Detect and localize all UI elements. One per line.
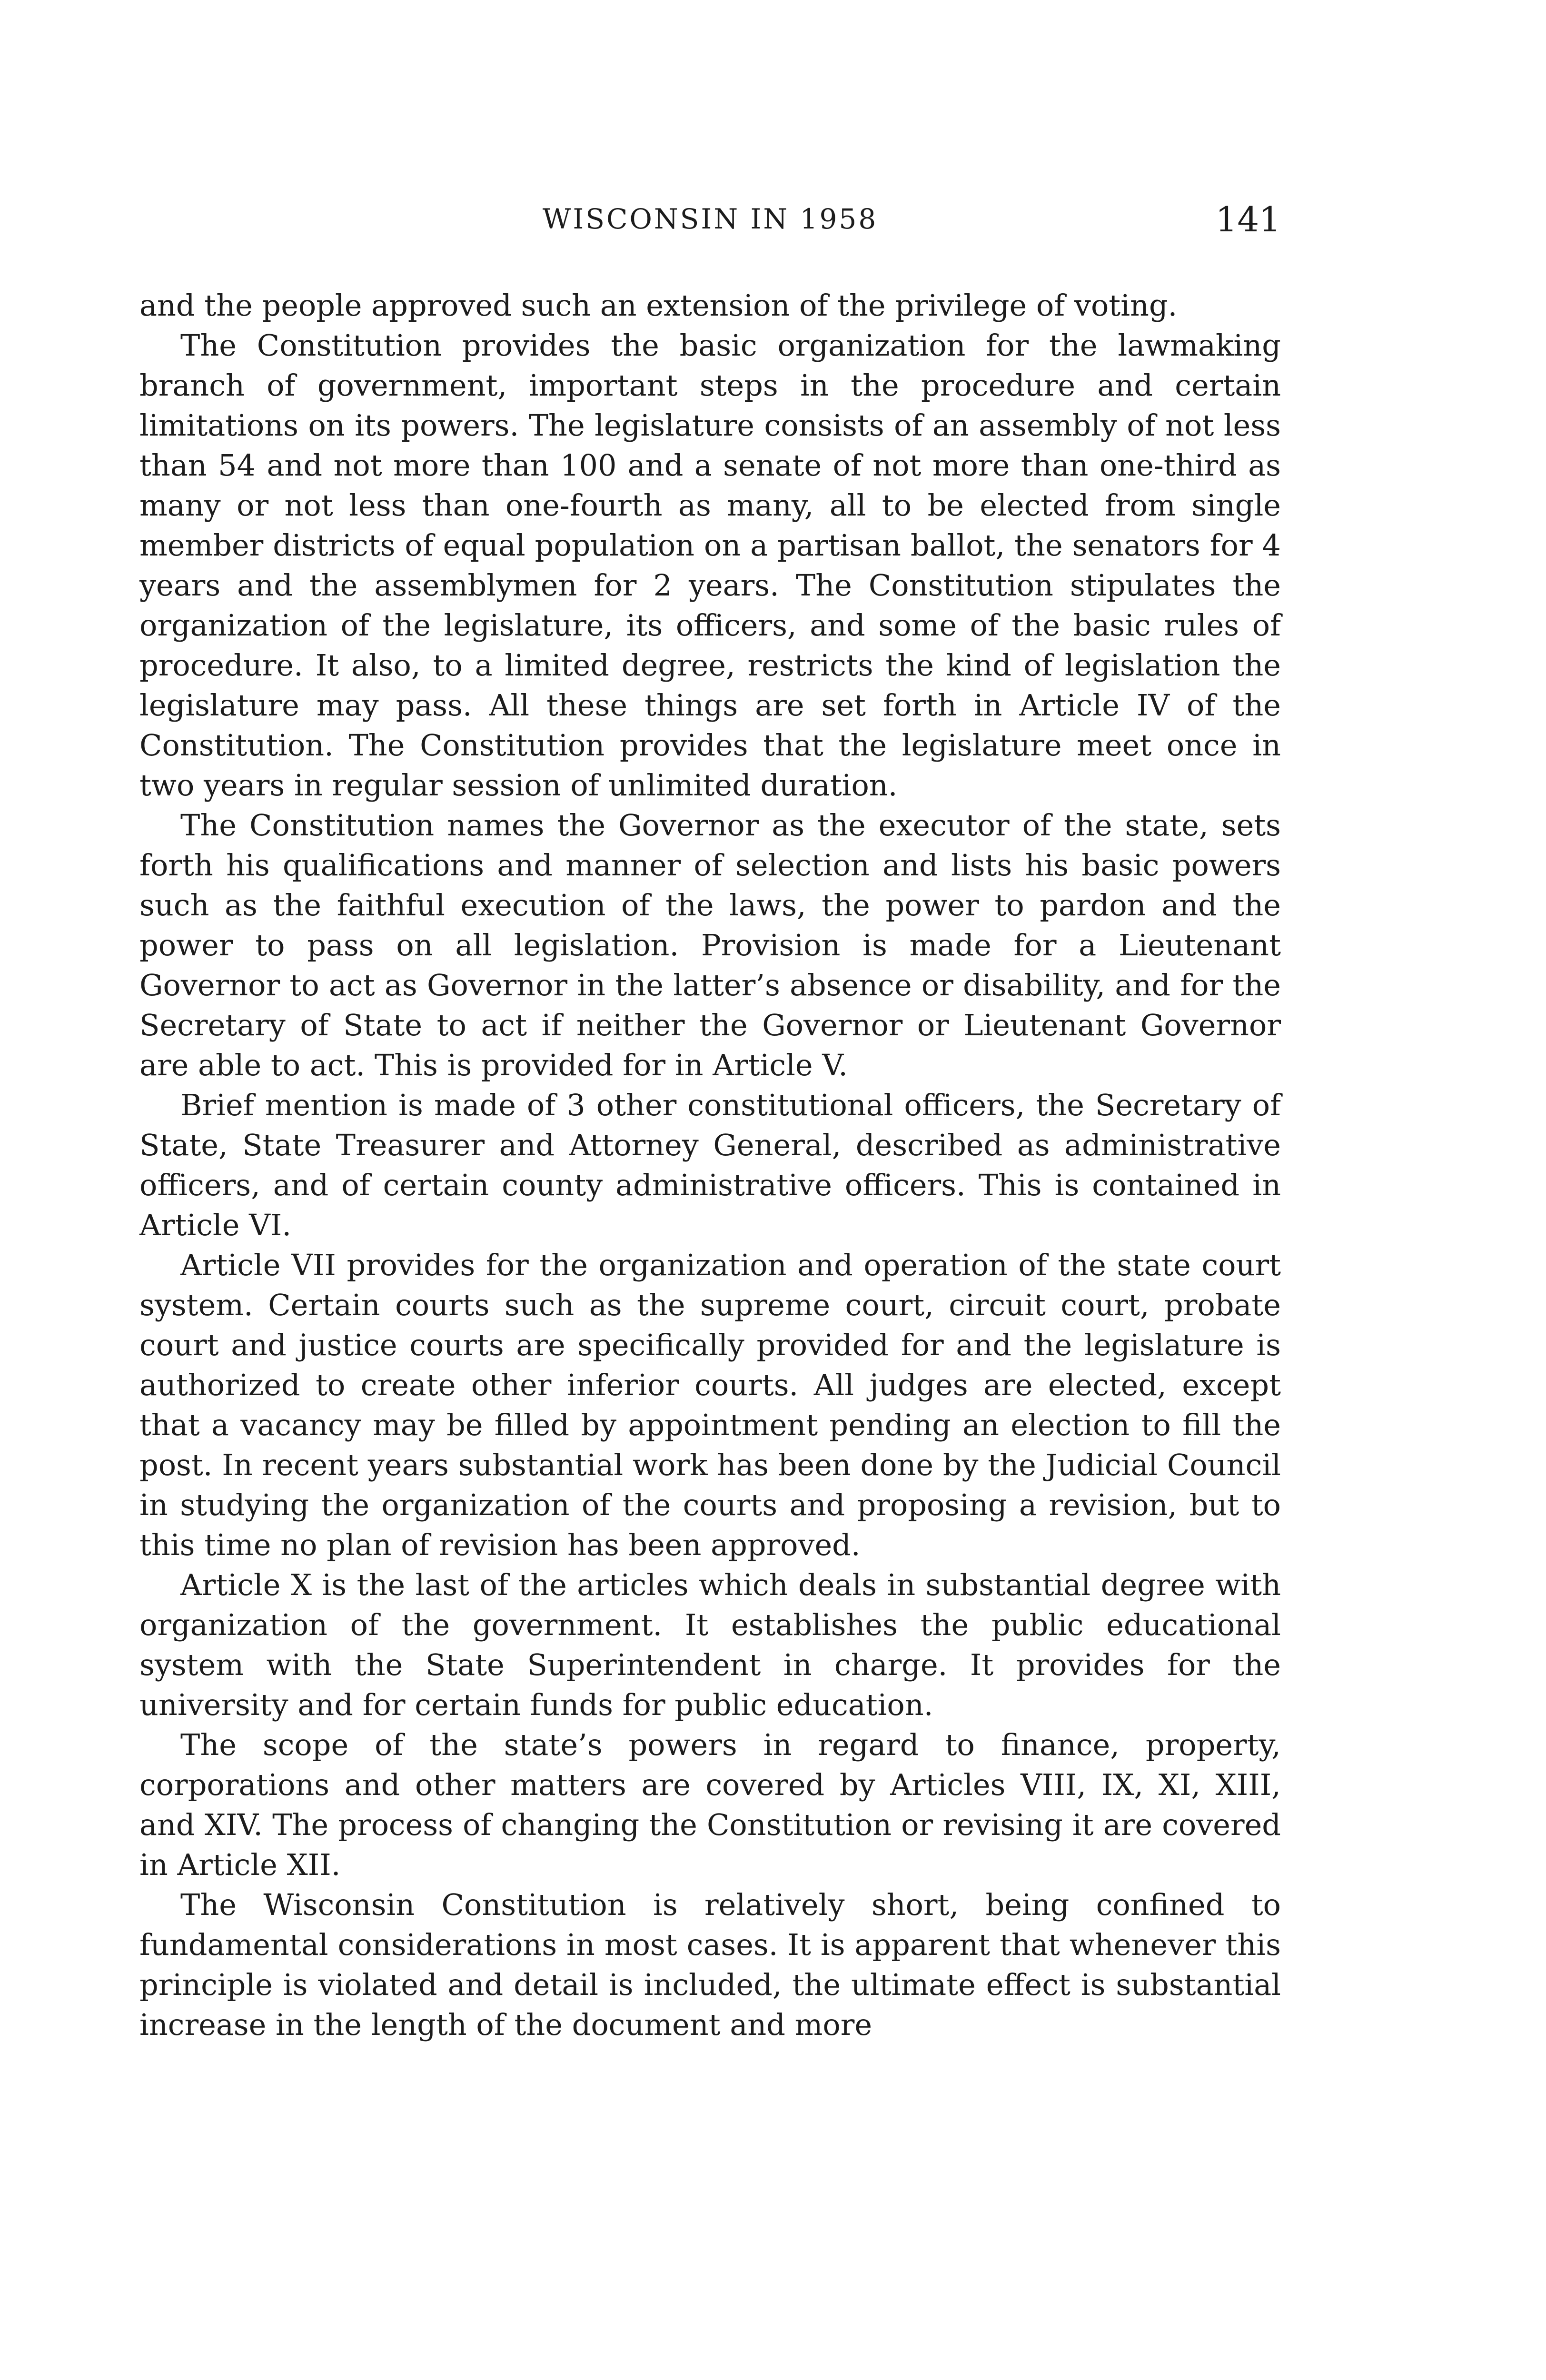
paragraph-education: Article X is the last of the articles which deals in substantial degree with organization of the government. It establishes the public educational system with the State Superintendent in charge. It provides for the university and for certain funds for public education. (139, 1567, 1281, 1722)
paragraph-state-powers: The scope of the state’s powers in regard to finance, property, corporations and other matters are covered by Articles VIII, IX, XI, XIII, and XIV. The process of changing the Constitution or revising it are covered in Article XII. (139, 1727, 1281, 1882)
paragraph-continued: and the people approved such an extension of the privilege of voting. (139, 288, 1178, 323)
paragraph-constitution-length: The Wisconsin Constitution is relatively short, being confined to fundamental considerations in most cases. It is apparent that whenever this principle is violated and detail is included, the ultimate effect is substantial increase in the length of the document and more (139, 1887, 1281, 2042)
page-number: 141 (1215, 199, 1281, 239)
paragraph-governor: The Constitution names the Governor as the executor of the state, sets forth his qualifications and manner of selection and lists his basic powers such as the faithful execution of the laws, the power to pardon and the power to pass on all legislation. Provision is made for a Lieutenant Governor to act as Governor in the latter’s absence or disability, and for the Secretary of State to act if neither the Governor or Lieutenant Governor are able to act. This is provided for in Article V. (139, 808, 1281, 1082)
running-title: WISCONSIN IN 1958 (542, 203, 878, 235)
body-text (139, 286, 1281, 2045)
paragraph-court-system: Article VII provides for the organization and operation of the state court system. Certain courts such as the supreme court, circuit court, probate court and justice courts are specifically provided for and the legislature is authorized to create other inferior courts. All judges are elected, except that a vacancy may be filled by appointment pending an election to fill the post. In recent years substantial work has been done by the Judicial Council in studying the organization of the courts and proposing a revision, but to this time no plan of revision has been approved. (139, 1248, 1281, 1562)
paragraph-legislature: The Constitution provides the basic organization for the lawmaking branch of government, important steps in the procedure and certain limitations on its powers. The legislature consists of an assembly of not less than 54 and not more than 100 and a senate of not more than one-third as many or not less than one-fourth as many, all to be elected from single member districts of equal population on a partisan ballot, the senators for 4 years and the assemblymen for 2 years. The Constitution stipulates the organization of the legislature, its officers, and some of the basic rules of procedure. It also, to a limited degree, restricts the kind of legislation the legislature may pass. All these things are set forth in Article IV of the Constitution. The Constitution provides that the legislature meet once in two years in regular session of unlimited duration. (139, 328, 1281, 803)
running-head (139, 193, 1281, 245)
paragraph-constitutional-officers: Brief mention is made of 3 other constitutional officers, the Secretary of State, State Treasurer and Attorney General, described as administrative officers, and of certain county administrative officers. This is contained in Article VI. (139, 1088, 1281, 1242)
